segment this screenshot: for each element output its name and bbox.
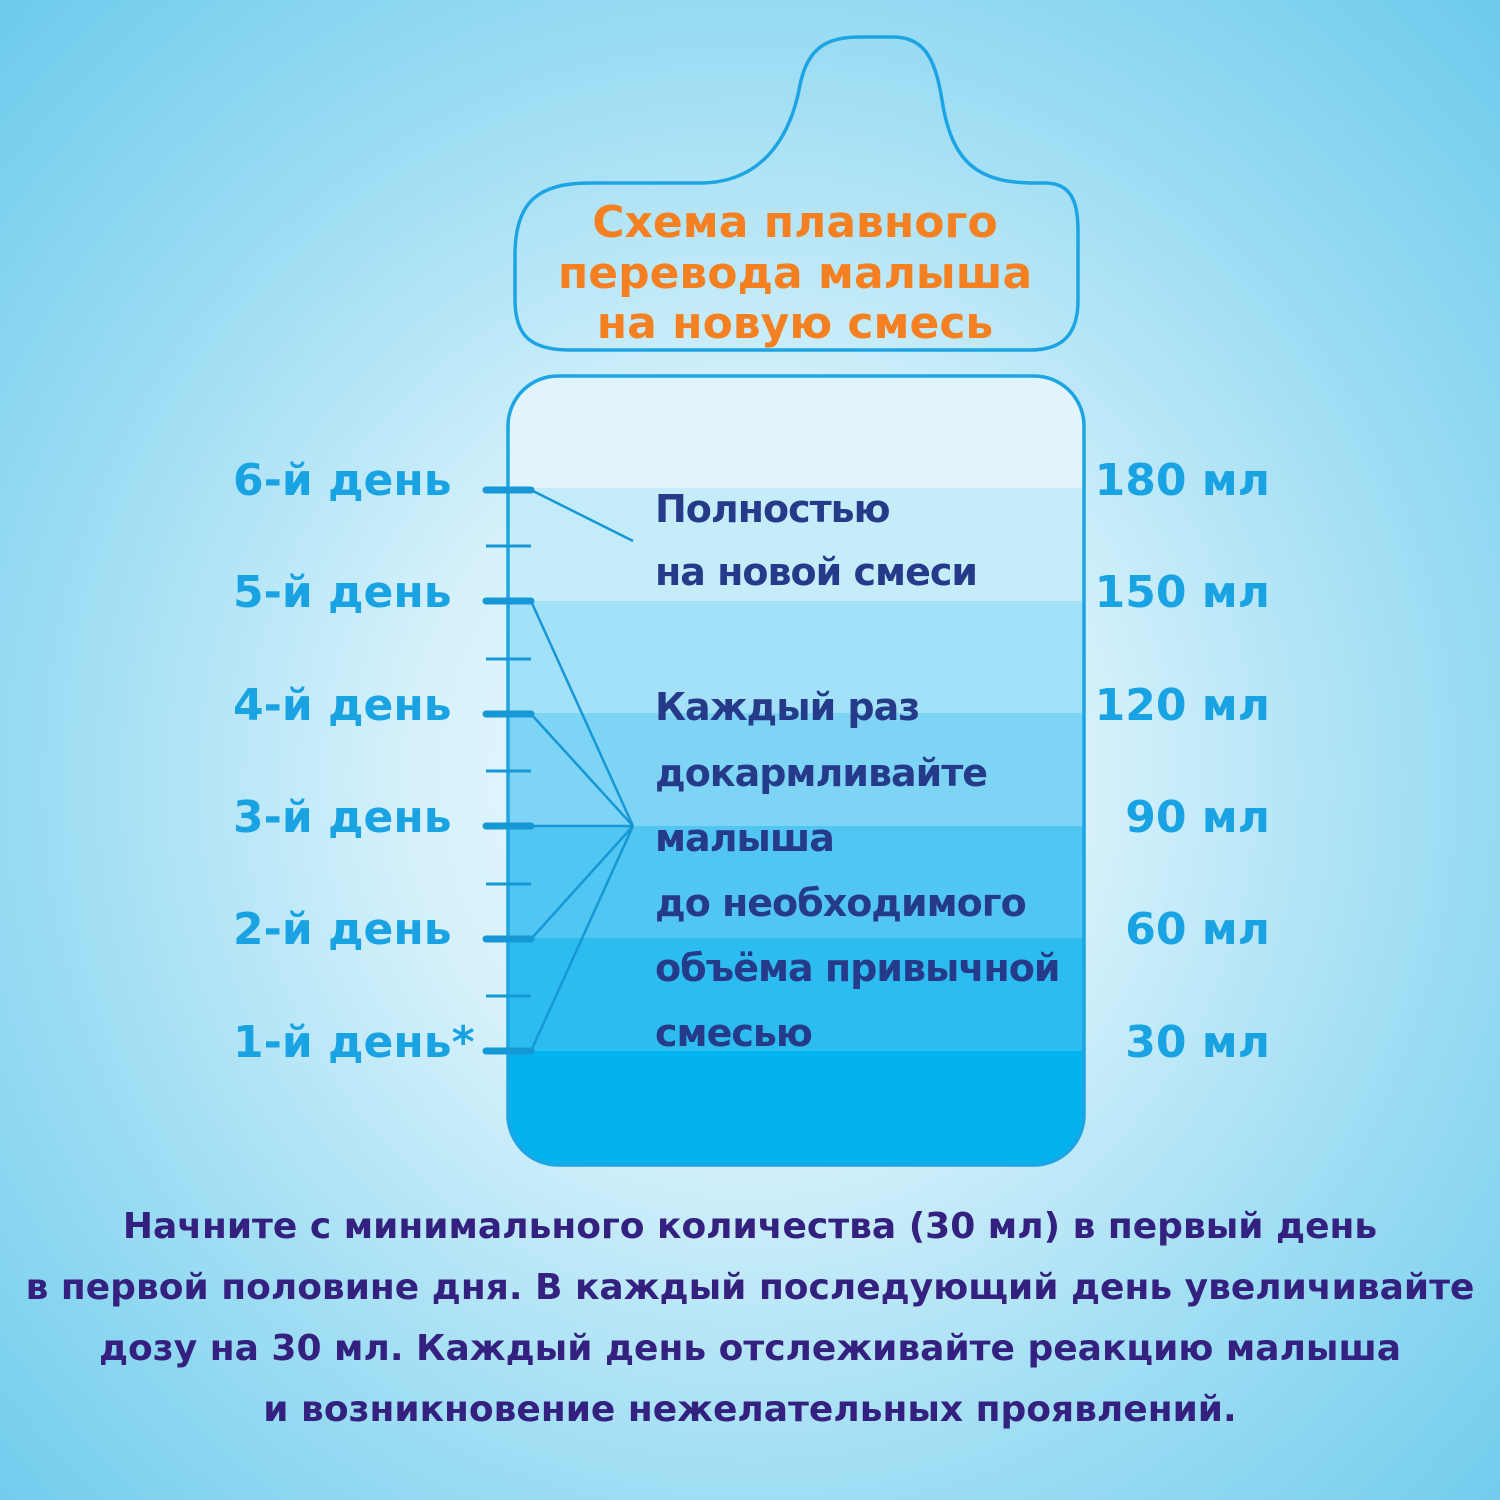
supplement-line-5: объёма привычной — [655, 946, 1060, 990]
day-label-6: 6-й день — [233, 455, 452, 506]
footer-line-1: Начните с минимального количества (30 мл) в первый день — [122, 1206, 1378, 1247]
day-label-2: 2-й день — [233, 904, 452, 955]
volume-label-30: 30 мл — [1125, 1017, 1270, 1068]
footer-line-2: в первой половине дня. В каждый последующий день увеличивайте — [25, 1267, 1475, 1308]
title-line-1: Схема плавного — [592, 197, 998, 248]
supplement-line-3: малыша — [655, 816, 834, 860]
supplement-line-2: докармливайте — [655, 751, 988, 795]
footer-line-4: и возникновение нежелательных проявлений. — [263, 1389, 1237, 1430]
volume-label-180: 180 мл — [1094, 455, 1270, 506]
fully-new-line-1: Полностью — [655, 487, 890, 531]
footer-instructions — [0, 1196, 1500, 1440]
title-line-2: перевода малыша — [557, 248, 1033, 299]
supplement-line-4: до необходимого — [655, 881, 1026, 925]
fully-new-line-2: на новой смеси — [655, 550, 978, 594]
day-label-5: 5-й день — [233, 567, 452, 618]
band-1 — [508, 1051, 1084, 1171]
supplement-line-6: смесью — [655, 1011, 812, 1055]
volume-label-120: 120 мл — [1094, 680, 1270, 731]
day-label-1: 1-й день* — [233, 1017, 475, 1068]
footer-line-3: дозу на 30 мл. Каждый день отслеживайте реакцию малыша — [98, 1328, 1402, 1369]
volume-label-150: 150 мл — [1094, 567, 1270, 618]
day-label-4: 4-й день — [233, 680, 452, 731]
volume-label-90: 90 мл — [1125, 792, 1270, 843]
volume-label-60: 60 мл — [1125, 904, 1270, 955]
title-line-3: на новую смесь — [596, 298, 994, 349]
supplement-line-1: Каждый раз — [655, 685, 920, 729]
empty-space — [508, 376, 1084, 488]
day-label-3: 3-й день — [233, 792, 452, 843]
